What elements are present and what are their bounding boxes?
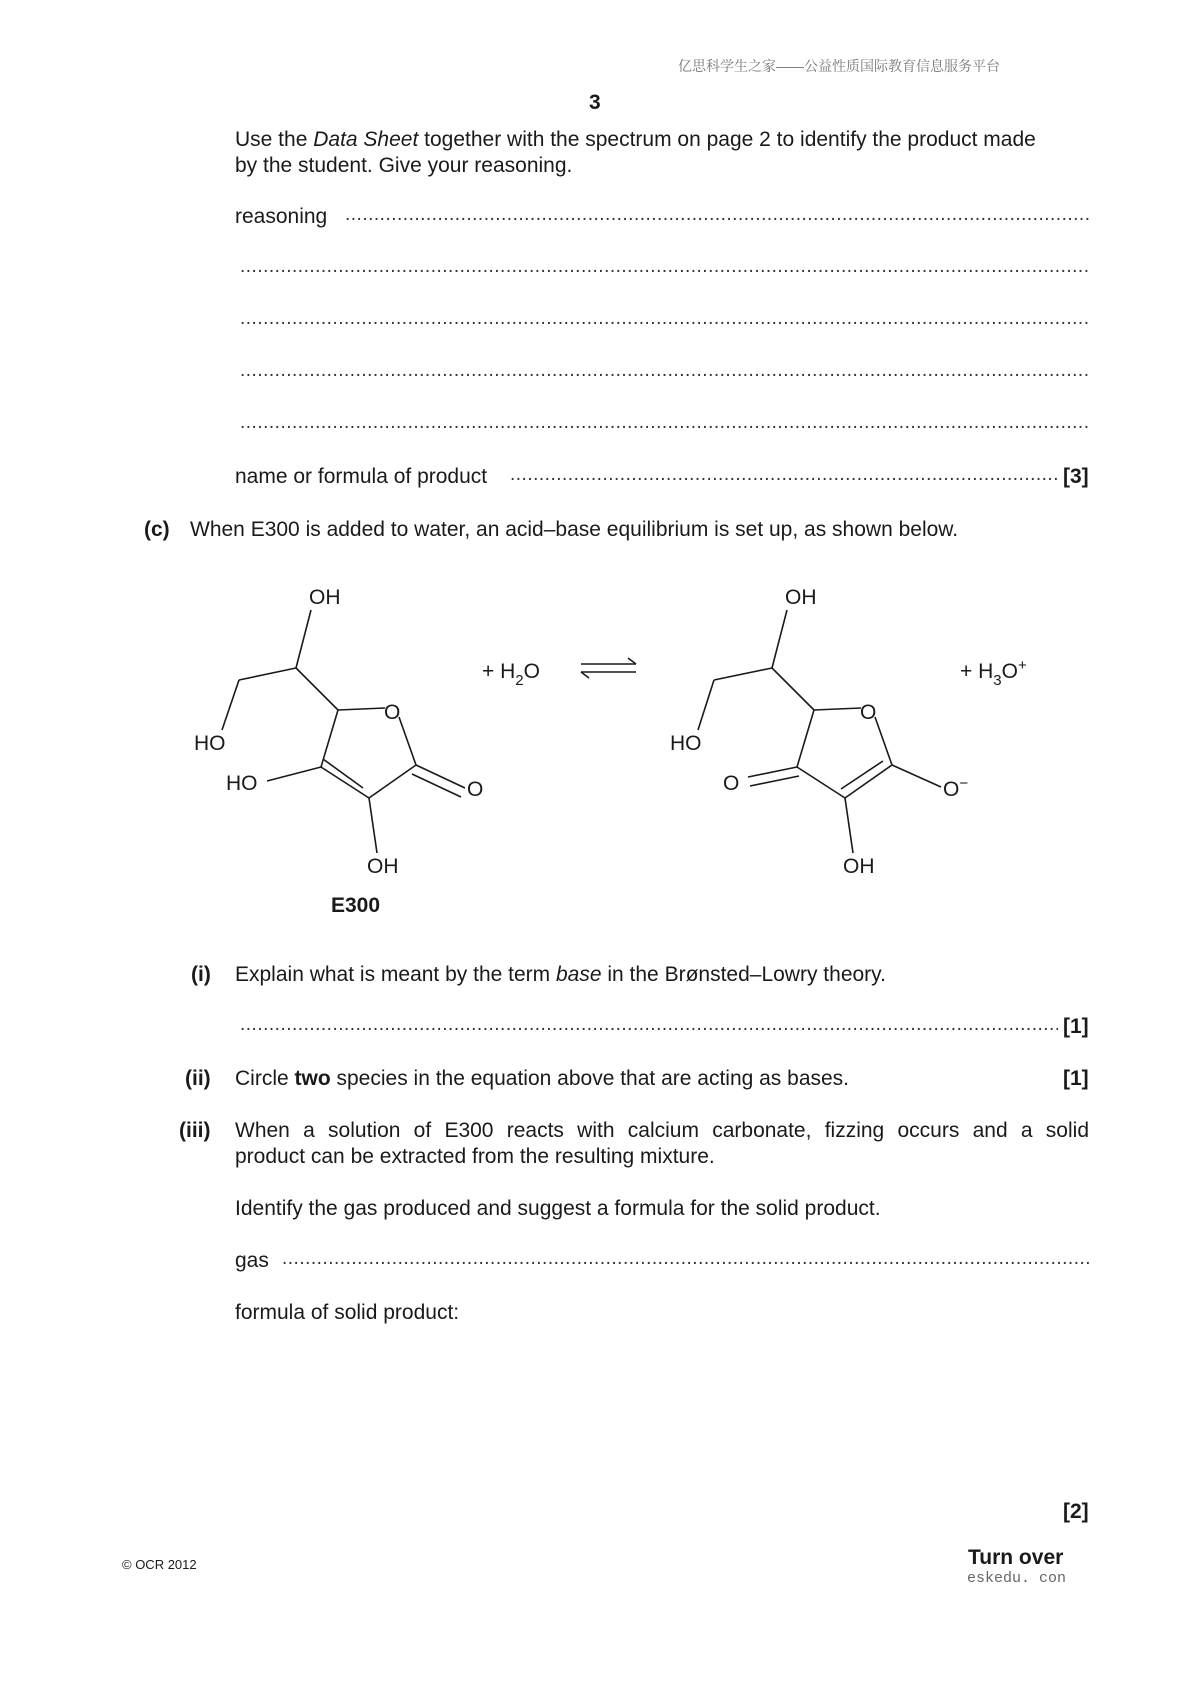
svg-text:O− xyxy=(943,775,968,801)
atom-o: O xyxy=(384,701,401,724)
bond xyxy=(296,610,311,668)
plus-hydronium xyxy=(960,657,1027,689)
bond xyxy=(412,774,461,797)
atom-oh: OH xyxy=(843,855,875,878)
h3o-superscript: + xyxy=(1017,657,1027,674)
svg-text:+ H2O xyxy=(482,660,540,689)
h3o-subscript: 3 xyxy=(993,672,1002,689)
q-ii-after: species in the equation above that are acting as bases. xyxy=(330,1067,850,1090)
watermark-bottom: eskedu. con xyxy=(967,1570,1067,1587)
bond xyxy=(296,668,338,710)
q-i-italic: base xyxy=(555,963,602,986)
answer-line-reasoning-1[interactable] xyxy=(345,204,1089,226)
bond xyxy=(892,765,941,787)
answer-line-reasoning-4[interactable] xyxy=(240,360,1089,382)
answer-line-reasoning-3[interactable] xyxy=(240,308,1089,330)
bond xyxy=(369,798,377,853)
answer-line-base[interactable] xyxy=(240,1014,1058,1036)
formula-label: formula of solid product: xyxy=(235,1301,460,1324)
answer-line-reasoning-5[interactable] xyxy=(240,412,1089,434)
mark-iii: [2] xyxy=(1063,1500,1089,1523)
charge-minus: − xyxy=(959,775,969,792)
bond xyxy=(750,776,799,786)
atom-o: O xyxy=(723,772,740,795)
atom-oh: OH xyxy=(785,586,817,609)
q-iii-label: (iii) xyxy=(179,1119,211,1142)
part-c-text: When E300 is added to water, an acid–base equilibrium is set up, as shown below. xyxy=(190,518,959,541)
bond xyxy=(416,765,465,788)
h2o-prefix: + H xyxy=(482,660,516,683)
q-i-label: (i) xyxy=(191,963,211,986)
svg-text:+ H3O+ xyxy=(960,657,1027,689)
bond xyxy=(323,759,363,788)
bond xyxy=(772,668,814,710)
part-c-label: (c) xyxy=(144,518,170,541)
equilibrium-arrow xyxy=(581,658,636,678)
mark-3: [3] xyxy=(1063,465,1089,488)
q-i-before: Explain what is meant by the term xyxy=(235,963,556,986)
answer-line-gas[interactable] xyxy=(282,1248,1089,1270)
page-number: 3 xyxy=(589,91,601,114)
plus-water xyxy=(482,660,540,689)
intro-line-2: by the student. Give your reasoning. xyxy=(235,154,573,177)
q-ii-text xyxy=(235,1066,849,1092)
h2o-suffix: O xyxy=(523,660,540,683)
q-iii-line-3: Identify the gas produced and suggest a formula for the solid product. xyxy=(235,1197,881,1220)
bond xyxy=(369,765,416,798)
atom-o: O xyxy=(467,778,484,801)
compound-name: E300 xyxy=(331,894,381,917)
intro-after: together with the spectrum on page 2 to identify the product made xyxy=(418,128,1036,151)
bond xyxy=(748,767,797,777)
product-label: name or formula of product xyxy=(235,465,488,488)
reverse-arrow-head xyxy=(581,672,589,678)
forward-arrow-head xyxy=(628,658,636,664)
gas-label: gas xyxy=(235,1249,269,1272)
q-ii-bold: two xyxy=(294,1067,331,1090)
h2o-subscript: 2 xyxy=(515,672,524,689)
ascorbate-structure xyxy=(670,586,968,878)
intro-italic: Data Sheet xyxy=(313,128,419,151)
watermark-top: 亿思科学生之家——公益性质国际教育信息服务平台 xyxy=(678,58,1000,74)
e300-structure xyxy=(194,586,483,878)
bond xyxy=(338,708,385,710)
bond xyxy=(797,767,845,798)
atom-ho: HO xyxy=(226,772,258,795)
bond xyxy=(321,710,338,767)
bond xyxy=(845,798,853,853)
intro-line-1 xyxy=(235,127,1036,153)
bond xyxy=(267,767,321,781)
bond xyxy=(714,668,772,680)
bond xyxy=(875,717,892,765)
bond xyxy=(814,708,861,710)
bond xyxy=(698,680,714,730)
bond xyxy=(222,680,239,730)
q-ii-before: Circle xyxy=(235,1067,295,1090)
bond xyxy=(772,610,787,668)
bond xyxy=(239,668,296,680)
equilibrium-diagram xyxy=(0,560,1191,930)
answer-area-formula[interactable] xyxy=(235,1330,1089,1490)
bond xyxy=(797,710,814,767)
intro-before: Use the xyxy=(235,128,314,151)
atom-o-minus: O xyxy=(943,778,960,801)
turn-over: Turn over xyxy=(968,1546,1064,1569)
q-ii-label: (ii) xyxy=(185,1067,211,1090)
q-iii-line-1: When a solution of E300 reacts with calcium carbonate, fizzing occurs and a solid xyxy=(235,1119,1089,1142)
reasoning-label: reasoning xyxy=(235,205,328,228)
q-i-text xyxy=(235,962,886,988)
answer-line-product[interactable] xyxy=(510,464,1058,486)
mark-i: [1] xyxy=(1063,1015,1089,1038)
atom-ho: HO xyxy=(194,732,226,755)
bond xyxy=(399,717,416,765)
mark-ii: [1] xyxy=(1063,1067,1089,1090)
q-iii-line-2: product can be extracted from the resulting mixture. xyxy=(235,1145,715,1168)
atom-ho: HO xyxy=(670,732,702,755)
atom-oh: OH xyxy=(309,586,341,609)
h3o-suffix: O xyxy=(1001,660,1018,683)
atom-o: O xyxy=(860,701,877,724)
h3o-prefix: + H xyxy=(960,660,994,683)
answer-line-reasoning-2[interactable] xyxy=(240,256,1089,278)
bond xyxy=(321,767,369,798)
atom-oh: OH xyxy=(367,855,399,878)
copyright: © OCR 2012 xyxy=(122,1557,197,1572)
q-i-after: in the Brønsted–Lowry theory. xyxy=(601,963,886,986)
